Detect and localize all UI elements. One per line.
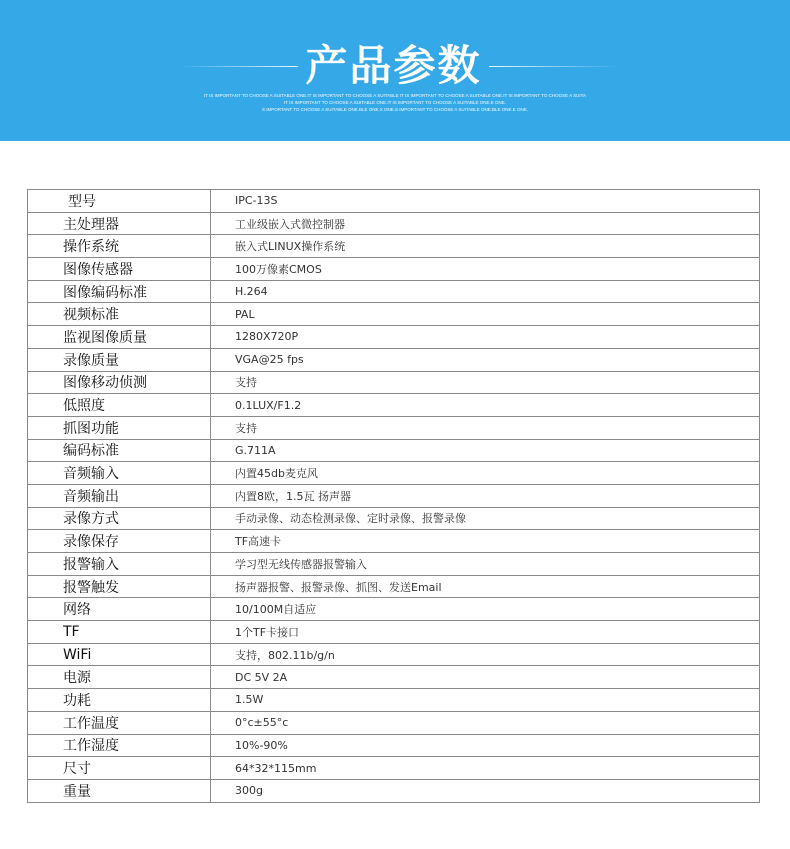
- spec-value: TF高速卡: [211, 530, 760, 553]
- table-row: [28, 598, 760, 621]
- spec-label: 尺寸: [28, 757, 211, 780]
- spec-value: 手动录像、动态检测录像、定时录像、报警录像: [211, 507, 760, 530]
- spec-value: 支持，802.11b/g/n: [211, 643, 760, 666]
- spec-value: 0°c±55°c: [211, 711, 760, 734]
- spec-value: 1280X720P: [211, 326, 760, 349]
- spec-value: 100万像素CMOS: [211, 258, 760, 281]
- spec-label: TF: [28, 621, 211, 644]
- table-row: [28, 303, 760, 326]
- spec-label: WiFi: [28, 643, 211, 666]
- spec-label: 工作湿度: [28, 734, 211, 757]
- spec-label: 报警输入: [28, 553, 211, 576]
- header-banner: [0, 0, 790, 141]
- spec-value: 300g: [211, 779, 760, 802]
- table-row: [28, 439, 760, 462]
- spec-label: 重量: [28, 779, 211, 802]
- spec-table: [27, 189, 760, 803]
- title-rule-left: [180, 66, 298, 67]
- page-subtitle: [170, 92, 620, 113]
- table-row: [28, 484, 760, 507]
- table-row: [28, 235, 760, 258]
- spec-value: 10%-90%: [211, 734, 760, 757]
- spec-label: 录像保存: [28, 530, 211, 553]
- table-row: [28, 326, 760, 349]
- table-row: [28, 530, 760, 553]
- spec-label: 报警触发: [28, 575, 211, 598]
- table-row: [28, 689, 760, 712]
- spec-value: 支持: [211, 416, 760, 439]
- spec-label: 音频输入: [28, 462, 211, 485]
- spec-label: 监视图像质量: [28, 326, 211, 349]
- spec-value: 64*32*115mm: [211, 757, 760, 780]
- table-row: [28, 394, 760, 417]
- table-row: [28, 258, 760, 281]
- table-row: [28, 348, 760, 371]
- table-row: [28, 575, 760, 598]
- title-row: [0, 40, 790, 90]
- spec-label: 型号: [28, 190, 211, 213]
- spec-label: 网络: [28, 598, 211, 621]
- spec-label: 图像传感器: [28, 258, 211, 281]
- table-row: [28, 416, 760, 439]
- table-row: [28, 711, 760, 734]
- table-row: [28, 462, 760, 485]
- table-row: [28, 734, 760, 757]
- table-row: [28, 371, 760, 394]
- spec-label: 编码标准: [28, 439, 211, 462]
- spec-value: 嵌入式LINUX操作系统: [211, 235, 760, 258]
- spec-value: IPC-13S: [211, 190, 760, 213]
- spec-label: 图像编码标准: [28, 280, 211, 303]
- table-row: [28, 212, 760, 235]
- spec-label: 电源: [28, 666, 211, 689]
- spec-value: 支持: [211, 371, 760, 394]
- page-title: 产品参数: [305, 41, 482, 90]
- spec-label: 音频输出: [28, 484, 211, 507]
- spec-label: 低照度: [28, 394, 211, 417]
- spec-value: 内置45db麦克风: [211, 462, 760, 485]
- spec-value: VGA@25 fps: [211, 348, 760, 371]
- title-rule-right: [489, 66, 619, 67]
- spec-label: 录像方式: [28, 507, 211, 530]
- spec-label: 视频标准: [28, 303, 211, 326]
- spec-label: 工作温度: [28, 711, 211, 734]
- spec-value: G.711A: [211, 439, 760, 462]
- spec-value: 工业级嵌入式微控制器: [211, 212, 760, 235]
- table-row: [28, 757, 760, 780]
- table-row: [28, 280, 760, 303]
- spec-value: 内置8欧，1.5瓦 扬声器: [211, 484, 760, 507]
- spec-label: 主处理器: [28, 212, 211, 235]
- spec-value: PAL: [211, 303, 760, 326]
- subtitle-line: IT IS IMPORTANT TO CHOOSE A SUITABLE ONE.IT IS IMPORTANT TO CHOOSE A SUITABLE ONE.E ONE.: [283, 100, 507, 105]
- table-row: [28, 779, 760, 802]
- spec-value: 1.5W: [211, 689, 760, 712]
- spec-label: 功耗: [28, 689, 211, 712]
- table-row: [28, 507, 760, 530]
- spec-value: 0.1LUX/F1.2: [211, 394, 760, 417]
- table-row: [28, 643, 760, 666]
- subtitle-line: IT IS IMPORTANT TO CHOOSE A SUITABLE ONE.IT IS IMPORTANT TO CHOOSE A SUITABLE IT IS IMPORTANT TO CHOOSE A SUITABLE ONE.IT IS IMPORTANT TO CHOOSE A SUITA: [203, 93, 586, 98]
- table-row: [28, 553, 760, 576]
- table-row: [28, 666, 760, 689]
- spec-label: 图像移动侦测: [28, 371, 211, 394]
- table-row: [28, 621, 760, 644]
- spec-value: 扬声器报警、报警录像、抓图、发送Email: [211, 575, 760, 598]
- spec-table-body: [28, 190, 760, 803]
- spec-label: 操作系统: [28, 235, 211, 258]
- spec-value: DC 5V 2A: [211, 666, 760, 689]
- spec-value: 1个TF卡接口: [211, 621, 760, 644]
- spec-label: 录像质量: [28, 348, 211, 371]
- spec-value: 10/100M自适应: [211, 598, 760, 621]
- spec-value: H.264: [211, 280, 760, 303]
- spec-label: 抓图功能: [28, 416, 211, 439]
- subtitle-line: S IMPORTANT TO CHOOSE A SUITABLE ONE.BLE ONE.X ONE.S IMPORTANT TO CHOOSE A SUITABLE ONE.BLE ONE.E ONE.: [261, 107, 529, 112]
- spec-value: 学习型无线传感器报警输入: [211, 553, 760, 576]
- table-row: [28, 190, 760, 213]
